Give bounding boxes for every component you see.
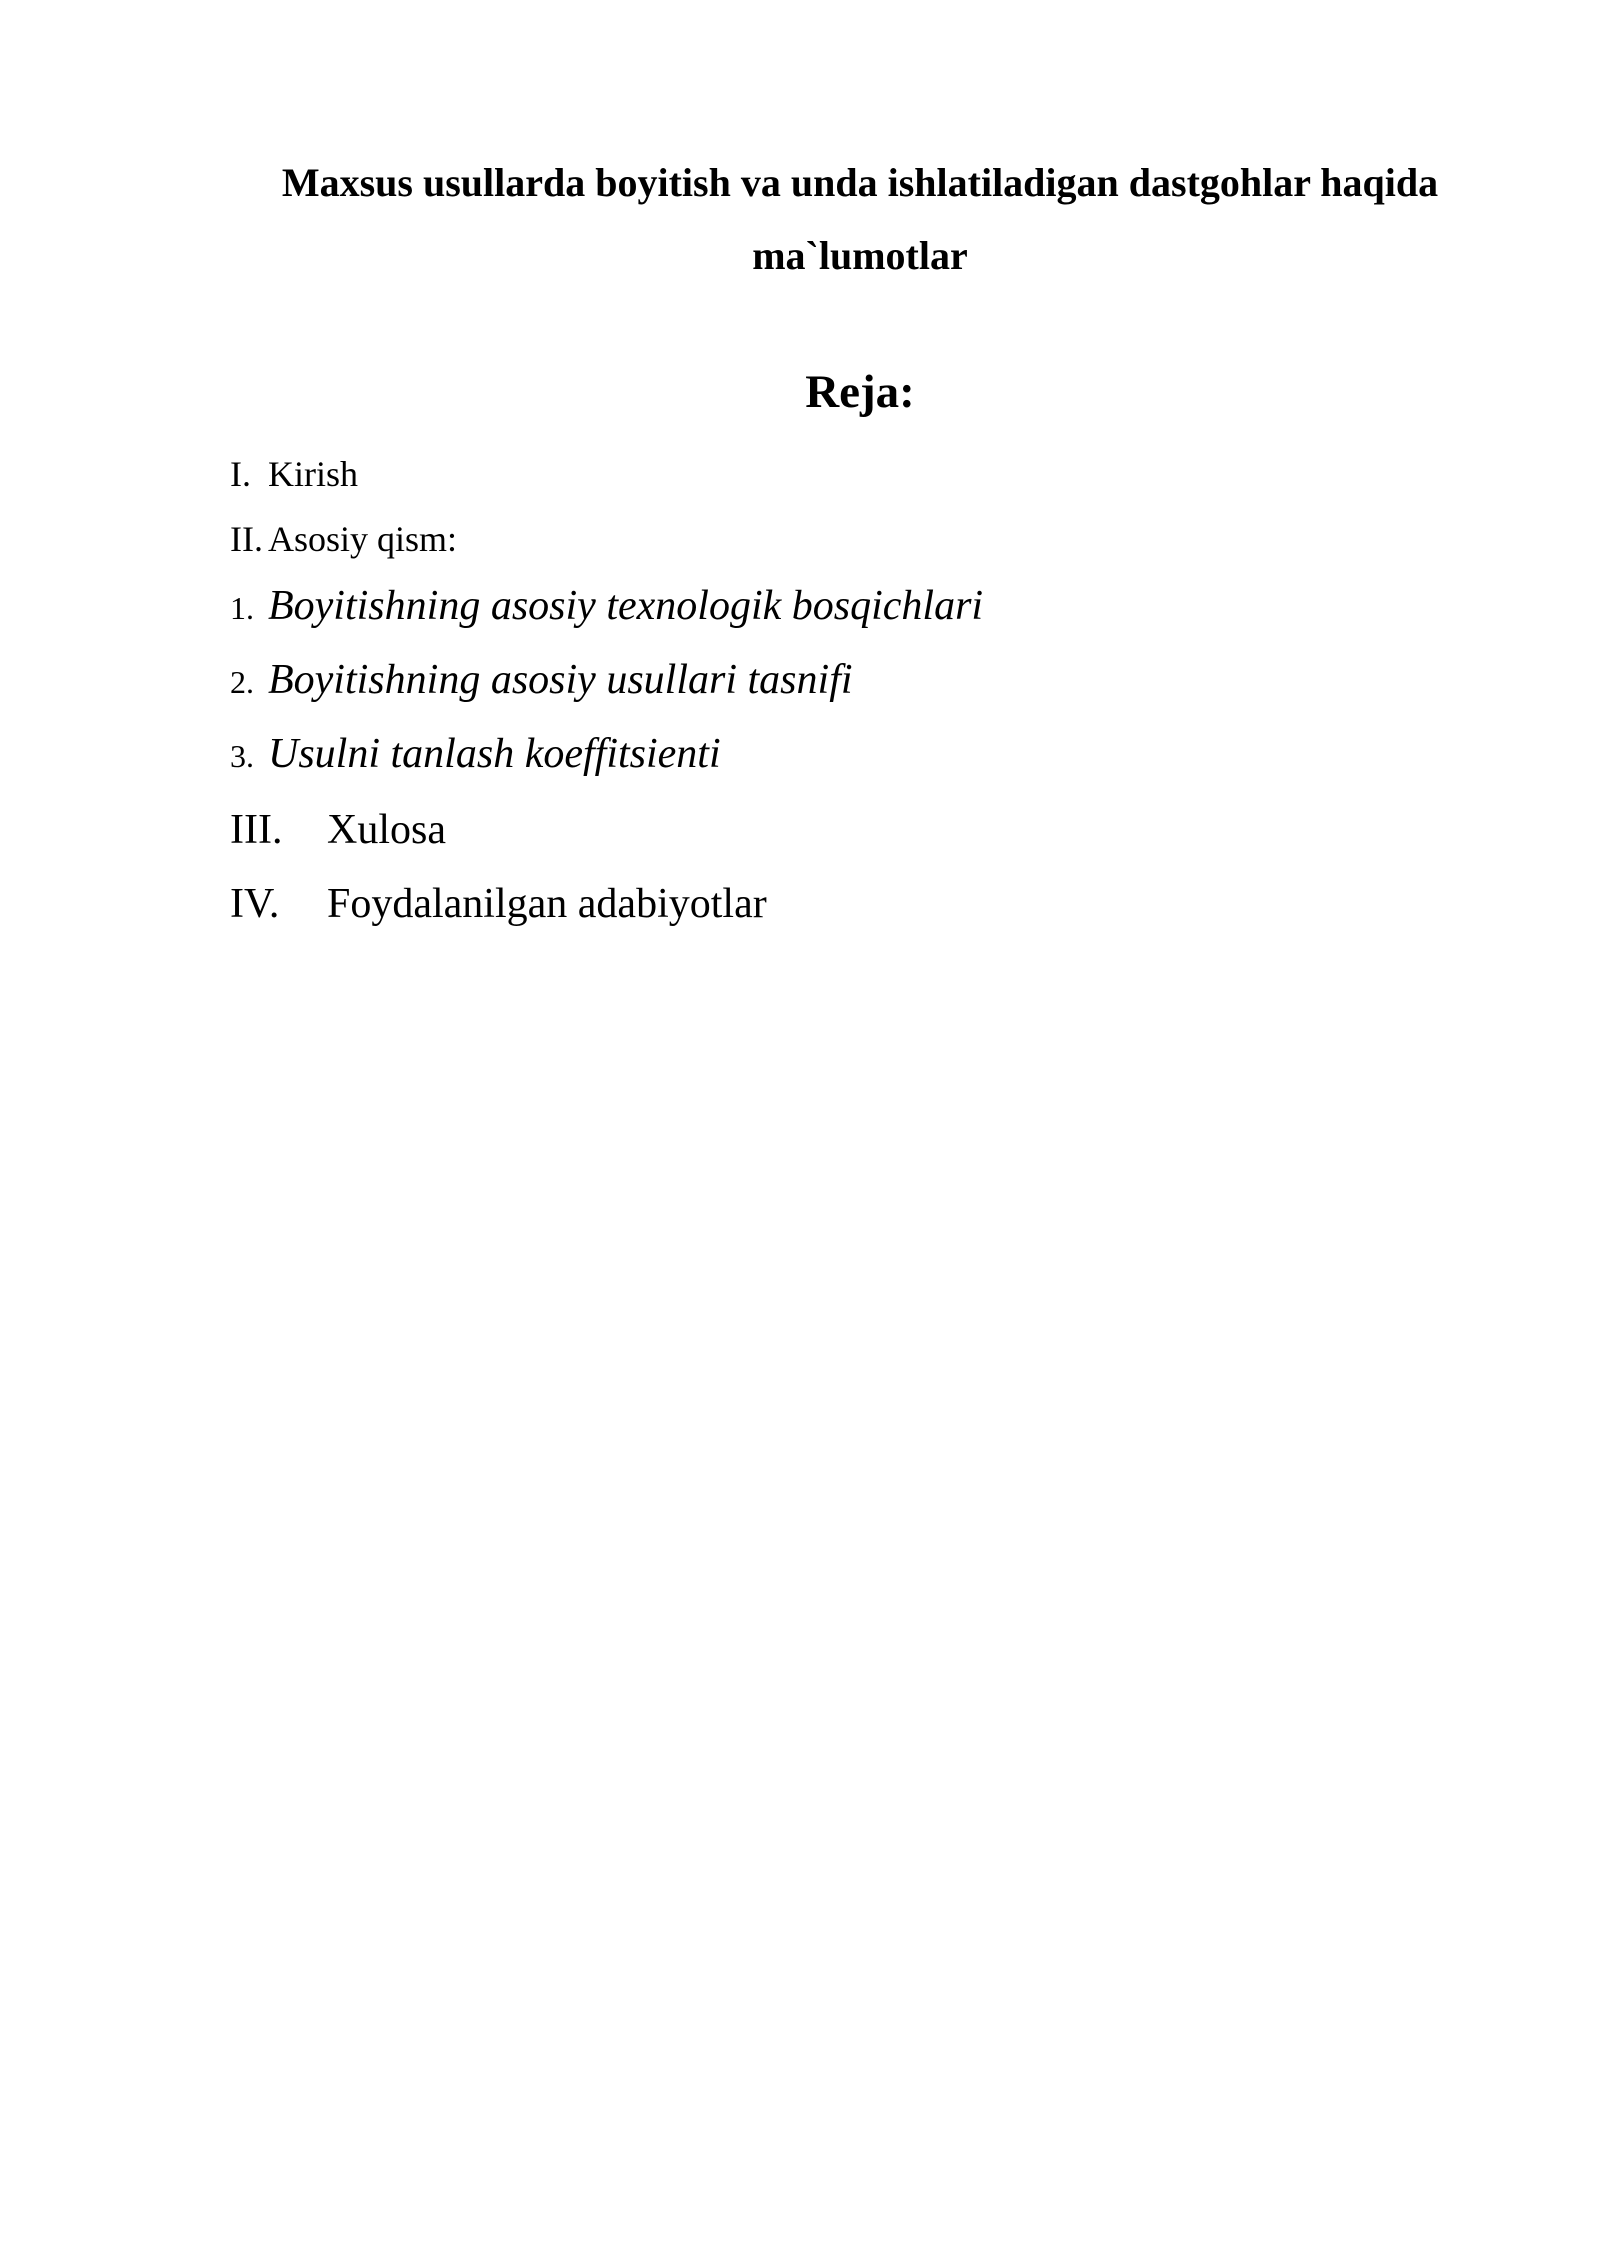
- plan-item-text: Boyitishning asosiy texnologik bosqichlari: [268, 583, 984, 629]
- plan-item-number: 2.: [230, 664, 254, 700]
- plan-subitem-1: [230, 582, 983, 630]
- plan-item-references: [230, 878, 767, 930]
- plan-item-conclusion: [230, 804, 446, 856]
- document-title: Maxsus usullarda boyitish va unda ishlatiladigan dastgohlar haqida ma`lumotlar: [281, 160, 1439, 278]
- plan-item-number: 1.: [230, 590, 254, 626]
- plan-heading: Reja:: [805, 366, 915, 418]
- plan-item-text: Foydalanilgan adabiyotlar: [327, 881, 767, 927]
- plan-item-text: Usulni tanlash koeffitsienti: [268, 731, 721, 777]
- plan-item-text: Xulosa: [327, 807, 446, 853]
- plan-item-number: III.: [230, 807, 283, 853]
- plan-subitem-3: [230, 730, 721, 778]
- plan-item-text: Asosiy qism:: [268, 519, 458, 559]
- plan-item-intro: [230, 452, 358, 496]
- plan-item-main: [230, 517, 457, 561]
- plan-item-number: II.: [230, 519, 263, 559]
- plan-item-number: IV.: [230, 881, 280, 927]
- plan-item-number: 3.: [230, 738, 254, 774]
- plan-subitem-2: [230, 656, 853, 704]
- plan-item-text: Boyitishning asosiy usullari tasnifi: [268, 657, 853, 703]
- plan-item-text: Kirish: [268, 454, 358, 494]
- plan-item-number: I.: [230, 454, 251, 494]
